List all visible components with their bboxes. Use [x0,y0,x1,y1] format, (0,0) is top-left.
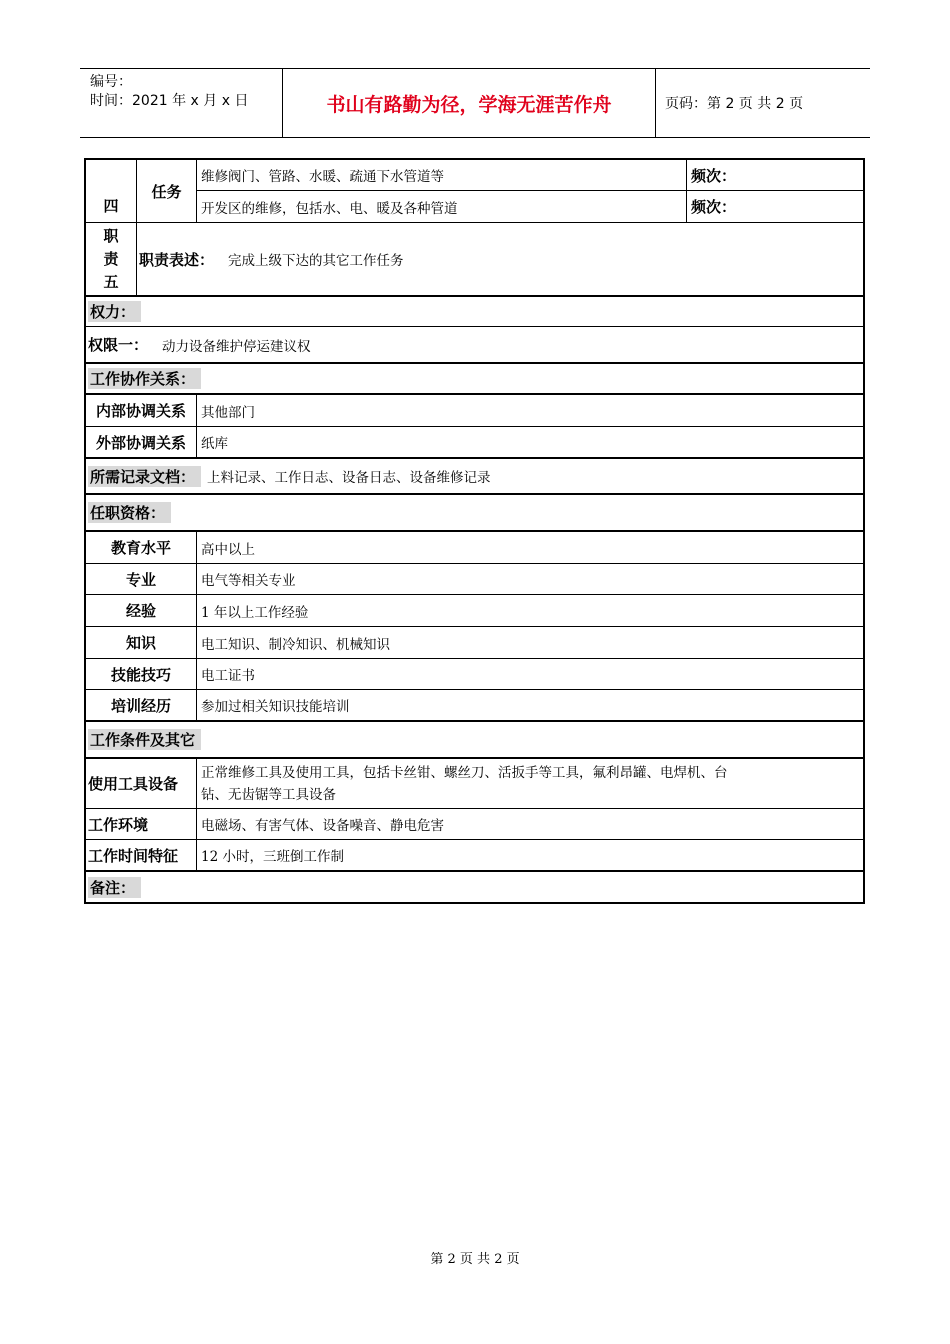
qualification-row [86,595,863,627]
training-value: 参加过相关知识技能培训 [201,699,350,715]
duty-five-number [86,223,137,295]
duty-five-description [137,223,863,295]
job-description-table [84,158,865,904]
power-title: 权力： [88,301,141,322]
cooperation-title-row [86,364,863,395]
work-time-row [86,840,863,872]
internal-coordination-label: 内部协调关系 [86,395,197,426]
education-label: 教育水平 [86,532,197,563]
duty-five-row [86,223,863,297]
duty-five-char-1: 职 [103,226,119,245]
tools-value-line-1: 正常维修工具及使用工具，包括卡丝钳、螺丝刀、活扳手等工具，氟利昂罐、电焊机、台 [201,764,728,781]
records-row [86,459,863,495]
time-label: 时间：2021 年 x 月 x 日 [90,93,249,109]
remarks-row [86,872,863,902]
power-title-cell [86,297,141,326]
task-content-col [197,160,687,222]
remarks-label: 备注： [88,877,141,898]
duty-four-number-text: 四 [103,197,119,215]
environment-label: 工作环境 [86,809,197,839]
records-cell [86,459,491,493]
qualification-title-cell [86,495,171,530]
knowledge-label: 知识 [86,627,197,658]
tools-value [197,759,863,808]
task-frequency-col [687,160,863,222]
header-meta [80,69,282,137]
conditions-title-cell [86,722,201,757]
power-limit-value: 动力设备维护停运建议权 [162,338,311,355]
task-frequency-1: 频次： [687,160,863,191]
experience-label: 经验 [86,595,197,626]
training-label: 培训经历 [86,690,197,720]
external-coordination-value: 纸库 [201,436,228,452]
cooperation-title: 工作协作关系： [88,368,201,389]
duty-description-label: 职责表述： [139,250,215,269]
education-value: 高中以上 [201,541,255,558]
skills-label: 技能技巧 [86,659,197,689]
duty-description-value: 完成上级下达的其它工作任务 [228,253,404,269]
tools-label: 使用工具设备 [86,759,197,808]
tools-value-line-2: 钻、无齿锯等工具设备 [201,786,336,803]
power-limit-row [86,327,863,364]
environment-row [86,809,863,840]
conditions-title: 工作条件及其它 [88,729,201,750]
work-time-label: 工作时间特征 [86,840,197,870]
qualification-row [86,659,863,690]
qualification-row [86,690,863,722]
power-title-row [86,297,863,327]
major-label: 专业 [86,564,197,594]
conditions-title-row [86,722,863,759]
work-time-value: 12 小时，三班倒工作制 [201,849,344,865]
power-limit-cell [86,327,311,362]
duty-five-char-3: 五 [103,272,119,291]
experience-value: 1 年以上工作经验 [201,604,309,621]
task-content-2: 开发区的维修，包括水、电、暖及各种管道 [201,200,458,217]
tools-row [86,759,863,809]
document-header [80,68,870,138]
knowledge-value: 电工知识、制冷知识、机械知识 [201,636,390,653]
page-indicator: 页码：第 2 页 共 2 页 [665,96,804,112]
duty-four-row [86,160,863,223]
internal-coordination-row [86,395,863,427]
qualification-row [86,564,863,595]
duty-five-char-2: 责 [103,249,119,268]
external-coordination-label: 外部协调关系 [86,427,197,457]
internal-coordination-value: 其他部门 [201,404,255,421]
qualification-title: 任职资格： [88,502,171,523]
number-label: 编号： [90,74,132,90]
task-label: 任务 [137,160,197,222]
page-footer: 第 2 页 共 2 页 [430,1252,520,1267]
qualification-row [86,532,863,564]
qualification-row [86,627,863,659]
motto-title: 书山有路勤为径，学海无涯苦作舟 [282,69,656,137]
task-frequency-2: 频次： [691,198,737,216]
power-limit-label: 权限一： [88,336,149,354]
records-label: 所需记录文档： [88,466,201,487]
skills-value: 电工证书 [201,668,255,684]
major-value: 电气等相关专业 [201,573,296,589]
records-value: 上料记录、工作日志、设备日志、设备维修记录 [207,470,491,486]
remarks-cell [86,872,141,902]
external-coordination-row [86,427,863,459]
cooperation-title-cell [86,364,201,393]
environment-value: 电磁场、有害气体、设备噪音、静电危害 [201,818,444,834]
duty-four-number [86,160,137,222]
qualification-title-row [86,495,863,532]
task-content-1: 维修阀门、管路、水暖、疏通下水管道等 [197,160,686,191]
